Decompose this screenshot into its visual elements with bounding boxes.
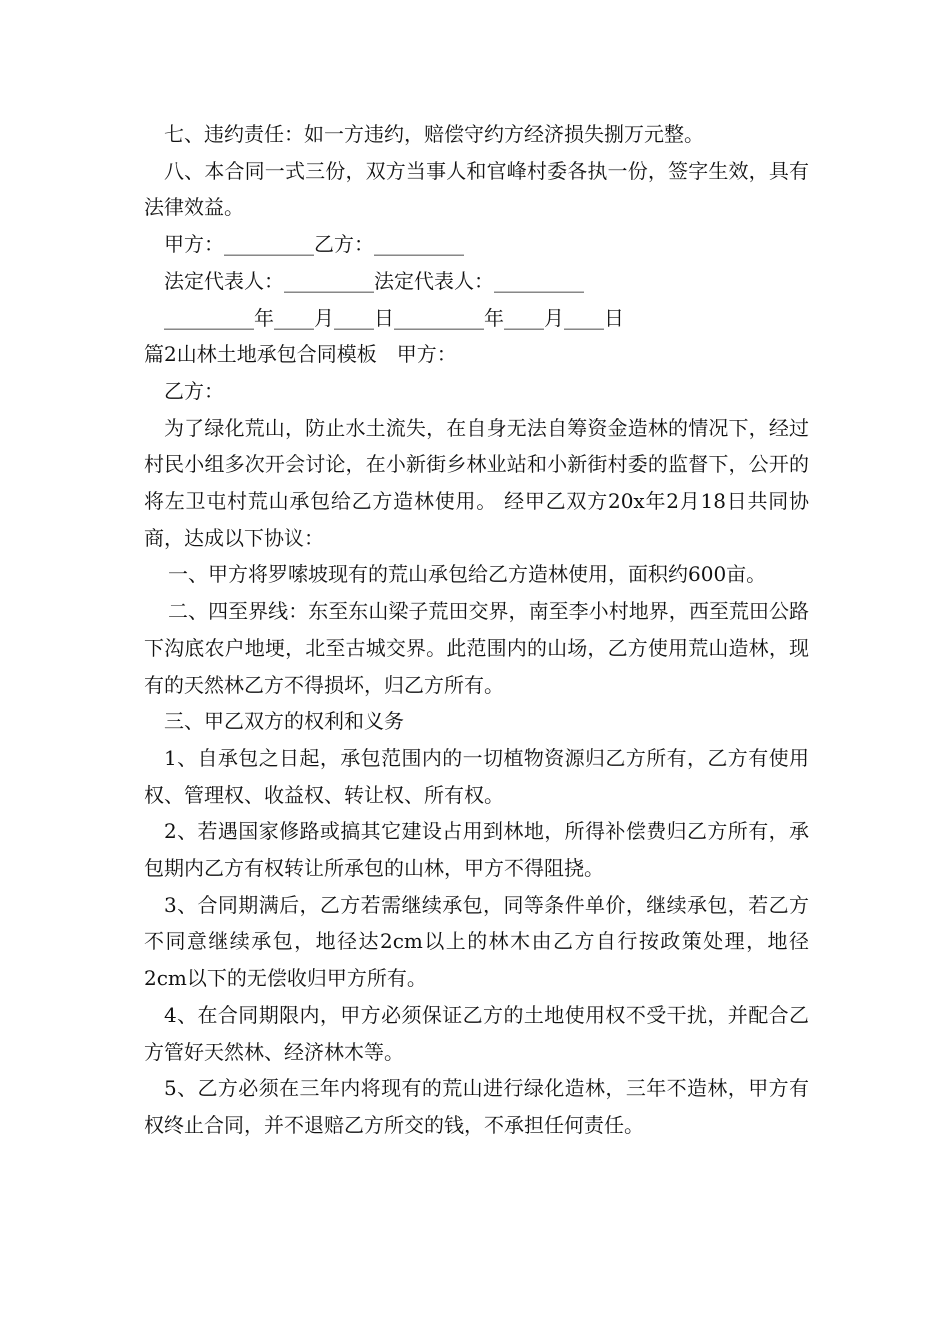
- party-b-line: 乙方：: [164, 378, 224, 403]
- preamble-paragraph: 为了绿化荒山，防止水土流失，在自身无法自筹资金造林的情况下，经过村民小组多次开会讨论，在小新街乡林业站和小新街村委的监督下，公开的将左卫屯村荒山承包给乙方造林使用。 经甲乙双方20x年2月18日共同协商，达成以下协议：: [144, 415, 809, 550]
- clause-1-area: 一、甲方将罗嗦坡现有的荒山承包给乙方造林使用，面积约600亩。: [168, 562, 767, 587]
- clause-3-rights-heading: 三、甲乙双方的权利和义务: [164, 709, 404, 734]
- signature-party-line: 甲方：_________乙方：_________: [164, 232, 464, 257]
- section-2-heading: 篇2山林土地承包合同模板 甲方：: [144, 342, 457, 367]
- clause-7-breach-liability: 七、违约责任：如一方违约，赔偿守约方经济损失捌万元整。: [164, 122, 704, 146]
- item-5-afforestation: 5、乙方必须在三年内将现有的荒山进行绿化造林，三年不造林，甲方有权终止合同，并不退赔乙方所交的钱，不承担任何责任。: [144, 1076, 809, 1137]
- clause-8-copies: 八、本合同一式三份，双方当事人和官峰村委各执一份，签字生效，具有法律效益。: [144, 158, 809, 220]
- clause-2-boundaries: 二、四至界线：东至东山梁子荒田交界，南至李小村地界，西至荒田公路下沟底农户地埂，北至古城交界。此范围内的山场，乙方使用荒山造林，现有的天然林乙方不得损坏，归乙方所有。: [144, 599, 809, 697]
- item-3-renewal: 3、合同期满后，乙方若需继续承包，同等条件单价，继续承包，若乙方不同意继续承包，地径达2cm以上的林木由乙方自行按政策处理，地径2cm以下的无偿收归甲方所有。: [144, 892, 809, 991]
- item-2-compensation: 2、若遇国家修路或搞其它建设占用到林地，所得补偿费归乙方所有，承包期内乙方有权转让所承包的山林，甲方不得阻挠。: [144, 819, 809, 881]
- item-4-land-use: 4、在合同期限内，甲方必须保证乙方的土地使用权不受干扰，并配合乙方管好天然林、经济林木等。: [144, 1002, 809, 1064]
- document-body: [144, 116, 809, 1144]
- signature-date-line: _________年____月____日_________年____月____日: [164, 305, 624, 330]
- signature-representative-line: 法定代表人：_________法定代表人：_________: [164, 268, 584, 293]
- item-1-ownership: 1、自承包之日起，承包范围内的一切植物资源归乙方所有，乙方有使用权、管理权、收益权、转让权、所有权。: [144, 745, 809, 807]
